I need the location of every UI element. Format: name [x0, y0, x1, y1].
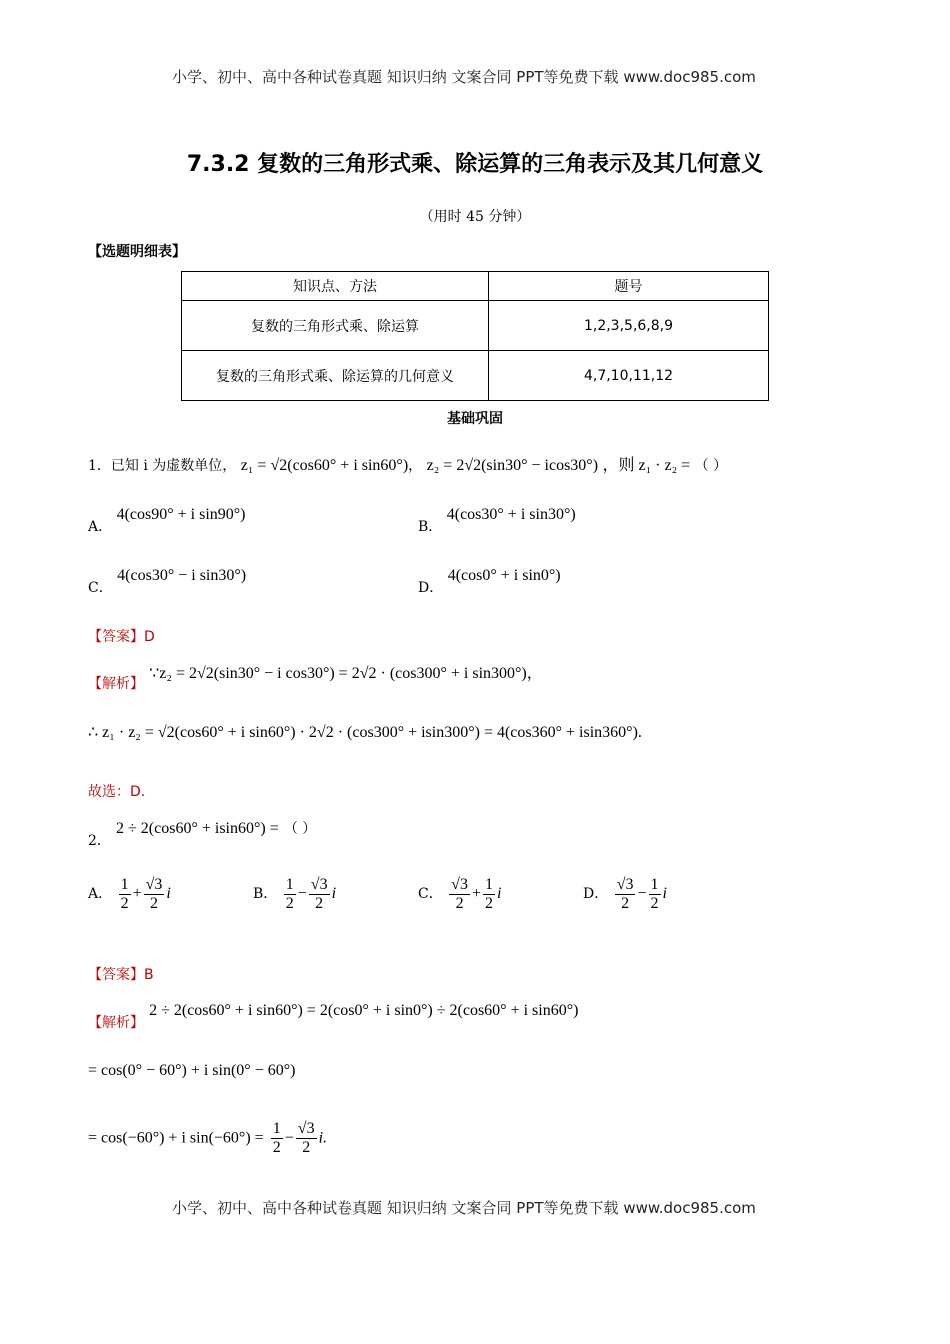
q1-answer: 【答案】D: [88, 629, 155, 645]
q1-option-a: A． 4(cos90° + i sin90°): [88, 506, 246, 535]
table-header-row: [182, 272, 769, 301]
q1-option-c: C． 4(cos30° − i sin30°): [88, 567, 247, 596]
q2-analysis-line2: = cos(0° − 60°) + i sin(0° − 60°): [88, 1062, 296, 1079]
footer-banner: 小学、初中、高中各种试卷真题 知识归纳 文案合同 PPT等免费下载 www.doc985.com: [172, 1199, 756, 1217]
page-title: 7.3.2 复数的三角形式乘、除运算的三角表示及其几何意义: [186, 152, 764, 177]
table-row: [182, 301, 769, 351]
q2-analysis-line1: 【解析】 2 ÷ 2(cos60° + i sin60°) = 2(cos0° + i sin0°) ÷ 2(cos60° + i sin60°): [88, 1002, 579, 1031]
table-cell: 4,7,10,11,12: [489, 351, 769, 401]
section-heading: 基础巩固: [447, 411, 503, 427]
q2-analysis-line3: = cos(−60°) + i sin(−60°) = $\frac{1}{2}$ − $\frac{√3}{2}$ i.: [88, 1120, 328, 1156]
q2-option-a: A． $\frac{1}{2}$ + $\frac{√3}{2}$ i: [88, 876, 171, 912]
q1-option-d: D． 4(cos0° + i sin0°): [418, 567, 561, 596]
header-banner: 小学、初中、高中各种试卷真题 知识归纳 文案合同 PPT等免费下载 www.doc985.com: [172, 68, 756, 86]
table-cell: 复数的三角形式乘、除运算: [182, 301, 489, 351]
q2-answer: 【答案】B: [88, 967, 154, 983]
table-cell: 1,2,3,5,6,8,9: [489, 301, 769, 351]
q1-analysis-label: 【解析】: [88, 676, 144, 692]
q1-z1: z₁ = √2(cos60° + i sin60°): [240, 457, 409, 474]
detail-table: [181, 271, 769, 401]
column-header: 题号: [489, 272, 769, 301]
q2-option-c: C． $\frac{√3}{2}$ + $\frac{1}{2}$ i: [418, 876, 502, 912]
time-note: （用时 45 分钟）: [419, 209, 531, 225]
detail-heading: 【选题明细表】: [88, 244, 186, 260]
table-row: [182, 351, 769, 401]
q1-conclusion: 故选：D.: [88, 784, 146, 800]
q2-option-d: D． $\frac{√3}{2}$ − $\frac{1}{2}$ i: [583, 876, 667, 912]
q2-option-b: B． $\frac{1}{2}$ − $\frac{√3}{2}$ i: [253, 876, 337, 912]
q1-z2: z₂ = 2√2(sin30° − icos30°): [426, 457, 599, 474]
q1-stem-prefix: 1．已知 i 为虚数单位，: [88, 458, 237, 474]
q2-analysis-label: 【解析】: [88, 1015, 144, 1031]
table-cell: 复数的三角形式乘、除运算的几何意义: [182, 351, 489, 401]
q2-stem: 2． 2 ÷ 2(cos60° + isin60°) = （ ）: [88, 820, 317, 849]
q1-paren: （ ）: [694, 458, 728, 474]
q1-then: ，则 z₁ · z₂ =: [602, 457, 691, 474]
q1-analysis-line1: 【解析】 ∵z₂ = 2√2(sin30° − i cos30°) = 2√2 · (cos300° + i sin300°)，: [88, 665, 543, 692]
q1-option-b: B． 4(cos30° + i sin30°): [418, 506, 576, 535]
column-header: 知识点、方法: [182, 272, 489, 301]
q1-analysis-line2: ∴ z₁ · z₂ = √2(cos60° + i sin60°) · 2√2 · (cos300° + isin300°) = 4(cos360° + isin360°).: [88, 724, 642, 741]
q1-stem: 1．已知 i 为虚数单位， z₁ = √2(cos60° + i sin60°)， z₂ = 2√2(sin30° − icos30°) ，则 z₁ · z₂ = （ ）: [88, 457, 728, 474]
